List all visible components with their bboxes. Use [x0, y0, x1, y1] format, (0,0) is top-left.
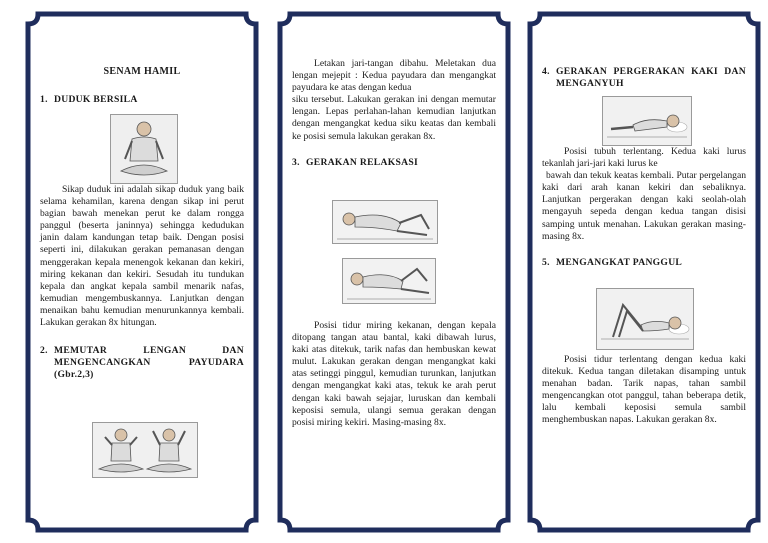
- section-4-heading: [542, 66, 746, 90]
- section-2-heading: [40, 345, 244, 381]
- section-1-heading: [40, 94, 244, 106]
- section-5-heading: [542, 257, 746, 269]
- side-lying-image-1: [332, 200, 438, 244]
- section-2-number: 2.: [40, 345, 48, 357]
- section-4-text-part2: bawah dan tekuk keatas kembali. Putar pergelangan kaki dari arah kanan kekiri dan sebaliknya. Lanjutkan pergerakan dengan kaki seolah-olah mengayuh sepeda dengan kedua tangan disisi samping untuk menahan. Lakukan gerakan masing-masing 8x.: [542, 170, 746, 242]
- section-5-title: MENGANGKAT PANGGUL: [556, 256, 683, 268]
- section-4-text-part1: Posisi tubuh terlentang. Kedua kaki lurus tekanlah jari-jari kaki lurus ke: [542, 146, 746, 170]
- section-1-title: DUDUK BERSILA: [54, 94, 138, 106]
- section-4-title: GERAKAN PERGERAKAN KAKI DAN MENGANYUH: [556, 66, 746, 90]
- section-1-text: Sikap duduk ini adalah sikap duduk yang baik selama kehamilan, karena dengan sikap ini perut bagian bawah menekan perut ke dalam rongga panggul (beserta janinnya) sehingga kedudukan janin dalam kandungan tetap baik. Dengan posisi seperti ini, dilakukan gerakan pemanasan dengan menggerakan kepala menengok kekanan dan kekiri, miring kekanan dan kekiri. Sesudah itu tundukan kepala dan angkat kepala sambil menarik nafas, kemudian mengembuskannya. Lanjutkan dengan menaikan bahu kemudian menurunkannya kembali. Lakukan gerakan 8x hitungan.: [40, 184, 244, 329]
- panel-1: [24, 10, 260, 534]
- section-4-number: 4.: [542, 66, 550, 77]
- sitting-crosslegged-image: [110, 114, 178, 184]
- side-lying-image-2: [342, 258, 436, 304]
- panel-2: [276, 10, 512, 534]
- panel-3: [526, 10, 762, 534]
- section-5-number: 5.: [542, 256, 550, 268]
- section-3-text: Posisi tidur miring kekanan, dengan kepala ditopang tangan atau bantal, kaki dibawah lurus, kaki atas ditekuk, tarik nafas dan hembuskan kewat mulut. Lakukan gerakan dengan mengangkat kaki atas setinggi pinggul, kemudian turunkan, lanjutkan dengan mengangkat kaki atas, tekuk ke arah perut dengan kaki bawah sejajar, luruskan dan kembali keposisi semula, ulangi semua gerakan dengan posisi miring kekiri. Masing-masing 8x.: [292, 320, 496, 428]
- section-3-heading: [292, 157, 496, 169]
- brochure-title: SENAM HAMIL: [103, 66, 181, 77]
- section-2-text-part2: siku tersebut. Lakukan gerakan ini dengan memutar lengan. Lepas perlahan-lahan kemudian lanjutkan dengan mengangkat kedua siku keatas dan kembali ke posisi semula lakukan gerakan 8x.: [292, 94, 496, 142]
- section-2-title: MEMUTAR LENGAN DAN MENGENCANGKAN PAYUDARA (Gbr.2,3): [54, 345, 244, 381]
- leg-movement-image: [602, 96, 692, 146]
- pelvic-lift-image: [596, 288, 694, 350]
- section-5-text: Posisi tidur terlentang dengan kedua kaki ditekuk. Kedua tangan diletakan disamping untuk menahan badan. Tarik napas, tahan sambil mengencangkan otot panggul, tahan beberapa detik, lalu kembali keposisi semula sambil menghembuskan napas. Lakukan gerakan 8x.: [542, 354, 746, 426]
- section-2-text-part1: Letakan jari-tangan dibahu. Meletakan dua lengan mejepit : Kedua payudara dan mengangkat payudara ke atas dengan kedua: [292, 58, 496, 94]
- section-1-number: 1.: [40, 94, 48, 106]
- section-3-number: 3.: [292, 156, 300, 168]
- section-3-title: GERAKAN RELAKSASI: [306, 156, 418, 168]
- arm-rotation-image: [92, 422, 198, 478]
